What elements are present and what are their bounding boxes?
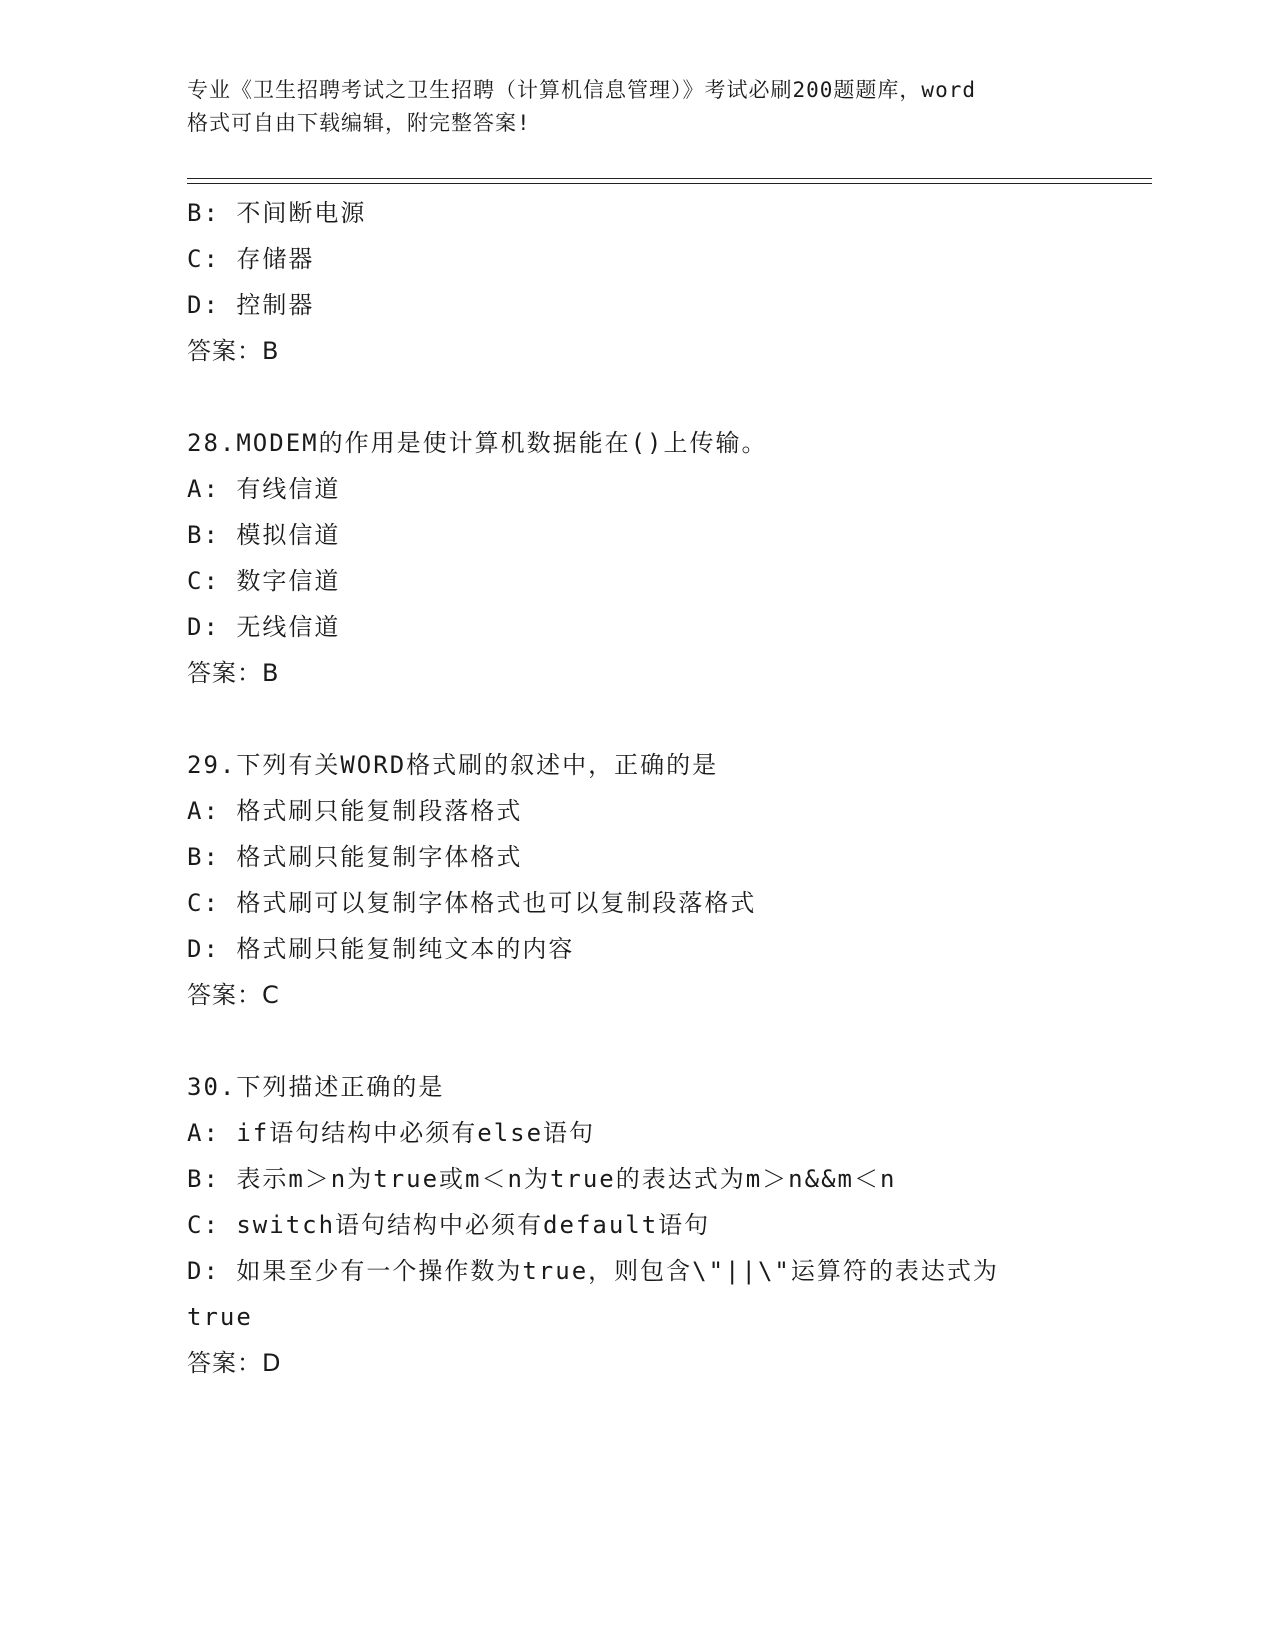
option-a: A: 格式刷只能复制段落格式 — [187, 797, 523, 825]
option-c: C: 格式刷可以复制字体格式也可以复制段落格式 — [187, 889, 757, 917]
header-divider-top — [187, 178, 1152, 179]
option-b: B: 表示m＞n为true或m＜n为true的表达式为m＞n&&m＜n — [187, 1165, 897, 1193]
document-header — [187, 74, 1087, 140]
option-c: C: 数字信道 — [187, 567, 341, 595]
option-a: A: if语句结构中必须有else语句 — [187, 1119, 596, 1147]
option-b: B: 不间断电源 — [187, 199, 367, 227]
question-28 — [187, 420, 1087, 696]
option-c: C: switch语句结构中必须有default语句 — [187, 1211, 711, 1239]
option-d-continued: true — [187, 1303, 253, 1331]
option-b: B: 模拟信道 — [187, 521, 341, 549]
answer-line: 答案：B — [187, 659, 280, 687]
header-line-1: 专业《卫生招聘考试之卫生招聘（计算机信息管理）》考试必刷200题题库，word — [187, 78, 976, 102]
question-stem: 28.MODEM的作用是使计算机数据能在()上传输。 — [187, 429, 768, 457]
option-d: D: 无线信道 — [187, 613, 341, 641]
option-a: A: 有线信道 — [187, 475, 341, 503]
question-stem: 30.下列描述正确的是 — [187, 1073, 445, 1101]
question-27 — [187, 190, 1087, 374]
question-30 — [187, 1064, 1087, 1386]
answer-line: 答案：D — [187, 1349, 282, 1377]
header-line-2: 格式可自由下载编辑，附完整答案! — [187, 111, 531, 135]
question-stem: 29.下列有关WORD格式刷的叙述中，正确的是 — [187, 751, 719, 779]
question-list — [187, 190, 1087, 1386]
header-divider-bottom — [187, 183, 1152, 184]
option-d: D: 如果至少有一个操作数为true，则包含\"||\"运算符的表达式为 — [187, 1257, 999, 1285]
option-d: D: 控制器 — [187, 291, 315, 319]
question-29 — [187, 742, 1087, 1018]
option-b: B: 格式刷只能复制字体格式 — [187, 843, 523, 871]
option-d: D: 格式刷只能复制纯文本的内容 — [187, 935, 575, 963]
option-c: C: 存储器 — [187, 245, 315, 273]
answer-line: 答案：B — [187, 337, 280, 365]
answer-line: 答案：C — [187, 981, 280, 1009]
